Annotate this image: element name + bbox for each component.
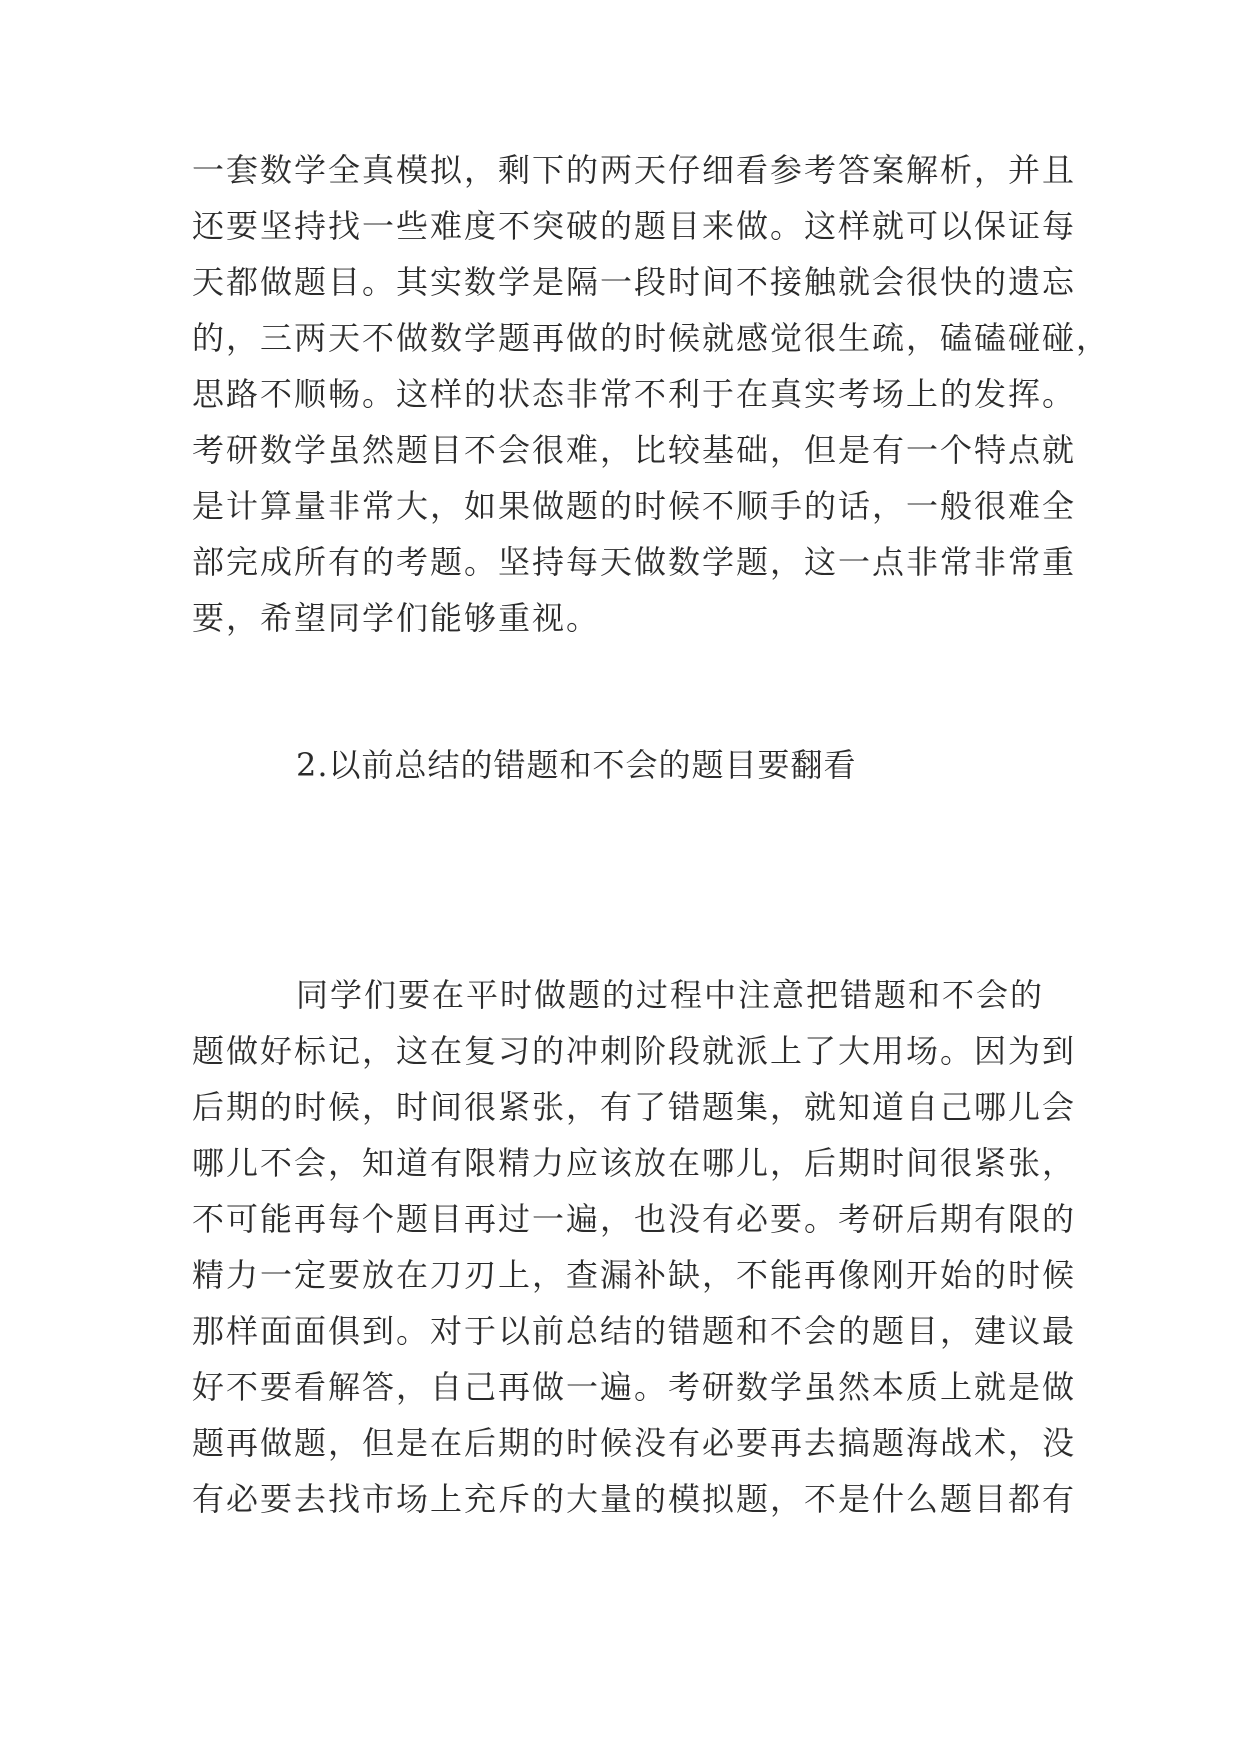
- paragraph-line: 是计算量非常大，如果做题的时候不顺手的话，一般很难全: [192, 487, 1077, 525]
- paragraph-line: 那样面面俱到。对于以前总结的错题和不会的题目，建议最: [192, 1312, 1077, 1350]
- paragraph-line: 思路不顺畅。这样的状态非常不利于在真实考场上的发挥。: [192, 375, 1077, 413]
- paragraph-line: 精力一定要放在刀刃上，查漏补缺，不能再像刚开始的时候: [192, 1256, 1077, 1294]
- paragraph-line: 题做好标记，这在复习的冲刺阶段就派上了大用场。因为到: [192, 1032, 1077, 1070]
- paragraph-line: 同学们要在平时做题的过程中注意把错题和不会的: [296, 976, 1045, 1014]
- paragraph-line: 哪儿不会，知道有限精力应该放在哪儿，后期时间很紧张，: [192, 1144, 1077, 1182]
- paragraph-line: 不可能再每个题目再过一遍，也没有必要。考研后期有限的: [192, 1200, 1077, 1238]
- section-heading: 2.以前总结的错题和不会的题目要翻看: [296, 746, 857, 784]
- paragraph-line: 部完成所有的考题。坚持每天做数学题，这一点非常非常重: [192, 543, 1077, 581]
- paragraph-line: 好不要看解答，自己再做一遍。考研数学虽然本质上就是做: [192, 1368, 1077, 1406]
- paragraph-line: 一套数学全真模拟，剩下的两天仔细看参考答案解析，并且: [192, 151, 1077, 189]
- paragraph-line: 题再做题，但是在后期的时候没有必要再去搞题海战术，没: [192, 1424, 1077, 1462]
- paragraph-line: 天都做题目。其实数学是隔一段时间不接触就会很快的遗忘: [192, 263, 1077, 301]
- paragraph-line: 后期的时候，时间很紧张，有了错题集，就知道自己哪儿会: [192, 1088, 1077, 1126]
- paragraph-line: 考研数学虽然题目不会很难，比较基础，但是有一个特点就: [192, 431, 1077, 469]
- paragraph-line: 还要坚持找一些难度不突破的题目来做。这样就可以保证每: [192, 207, 1077, 245]
- paragraph-line: 的，三两天不做数学题再做的时候就感觉很生疏，磕磕碰碰，: [192, 319, 1111, 357]
- paragraph-line: 要，希望同学们能够重视。: [192, 599, 601, 637]
- paragraph-line: 有必要去找市场上充斥的大量的模拟题，不是什么题目都有: [192, 1480, 1077, 1518]
